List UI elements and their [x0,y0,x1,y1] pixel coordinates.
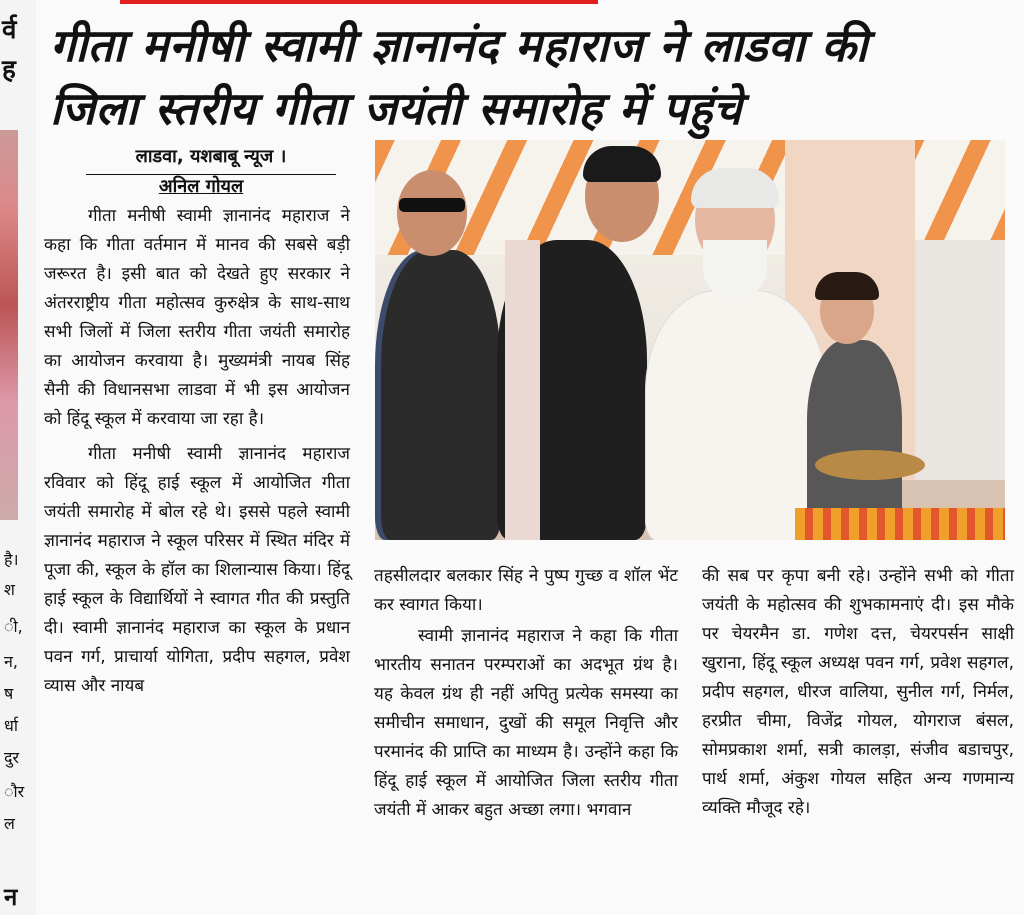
paragraph: गीता मनीषी स्वामी ज्ञानानंद महाराज ने कहा कि गीता वर्तमान में मानव की सबसे बड़ी जरूरत है। इसी बात को देखते हुए सरकार ने अंतरराष्ट्रीय गीता महोत्सव कुरुक्षेत्र के साथ-साथ सभी जिलों में जिला स्तरीय गीता जयंती समारोह का आयोजन करवाया है। मुख्यमंत्री नायब सिंह सैनी की विधानसभा लाडवा में भी इस आयोजन को हिंदू स्कूल में करवाया जा रहा है। [44,206,350,429]
oil-lamp [815,450,925,480]
news-photo [375,140,1005,540]
headline-line-2: जिला स्तरीय गीता जयंती समारोह में पहुंचे [50,82,742,135]
left-fragment-line: श [4,580,15,599]
left-fragment-line: ल [4,814,15,833]
paragraph: तहसीलदार बलकार सिंह ने पुष्प गुच्छ व शॉल भेंट कर स्वागत किया। [374,566,678,615]
photo-person-glasses [381,250,501,540]
sunglasses [399,198,465,212]
paragraph: की सब पर कृपा बनी रहे। उन्होंने सभी को गीता जयंती के महोत्सव की शुभकामनाएं दी। इस मौके पर चेयरमैन डा. गणेश दत्त, चेयरपर्सन साक्षी खुराना, हिंदू स्कूल अध्यक्ष पवन गर्ग, प्रवेश सहगल, प्रदीप सहगल, धीरज वालिया, सुनील गर्ग, निर्मल, हरप्रीत चीमा, विजेंद्र गोयल, योगराज बंसल, सोमप्रकाश शर्मा, सत्री कालड़ा, संजीव बडाचपुर, पार्थ शर्मा, अंकुश गोयल सहित अन्य गणमान्य व्यक्ति मौजूद रहे। [702,566,1014,818]
byline-rule [86,174,336,175]
article-headline [50,14,1020,140]
left-fragment-line: ौर [4,782,25,801]
photo-swami [645,290,827,540]
left-fragment-line: है। [4,550,19,569]
article-column-2 [374,562,678,825]
byline [46,144,356,198]
left-fragment-line: दुर [4,748,20,767]
dateline: लाडवा, यशबाबू न्यूज । [135,146,287,167]
adjacent-photo-edge [0,130,18,520]
article-column-1 [44,202,350,701]
photo-shirt [505,240,540,540]
photo-hair [691,168,779,208]
photo-hair [815,272,879,300]
left-fragment-line: ष [4,684,14,703]
left-fragment-line: र्धा [4,716,18,735]
photo-head [397,170,467,256]
paragraph: स्वामी ज्ञानानंद महाराज ने कहा कि गीता भारतीय सनातन परम्पराओं का अदभूत ग्रंथ है। यह केवल ग्रंथ ही नहीं अपितु प्रत्येक समस्या का समीचीन समाधान, दुखों की समूल निवृत्ति और परमानंद की प्राप्ति का माध्यम है। उन्होंने कहा कि हिंदू हाई स्कूल में आयोजित जिला स्तरीय गीता जयंती में आकर बहुत अच्छा लगा। भगवान [374,626,678,820]
left-fragment-line: न, [4,652,18,671]
headline-line-1: गीता मनीषी स्वामी ज्ञानानंद महाराज ने लाडवा की [50,19,868,72]
left-fragment-1: र्व [2,15,17,45]
top-accent-bar [120,0,598,4]
paragraph: गीता मनीषी स्वामी ज्ञानानंद महाराज रविवार को हिंदू हाई स्कूल में आयोजित गीता जयंती समारोह में बोल रहे थे। इससे पहले स्वामी ज्ञानानंद महाराज ने स्कूल परिसर में स्थित मंदिर में पूजा की, स्कूल के हॉल का शिलान्यास किया। हिंदू हाई स्कूल के विद्यार्थियों ने स्वागत गीत की प्रस्तुति दी। स्वामी ज्ञानानंद महाराज का स्कूल के प्रधान पवन गर्ग, प्राचार्या योगिता, प्रदीप सहगल, प्रवेश व्यास और नायब [44,444,350,696]
flower-garland [795,508,1005,540]
article-column-3 [702,562,1014,823]
left-fragment-line: ी, [4,617,23,636]
adjacent-article-strip [0,0,36,915]
photo-hair [583,146,661,182]
left-fragment-bottom: न [4,883,18,911]
reporter-name: अनिल गोयल [158,176,244,197]
left-fragment-2: ह [2,55,16,86]
